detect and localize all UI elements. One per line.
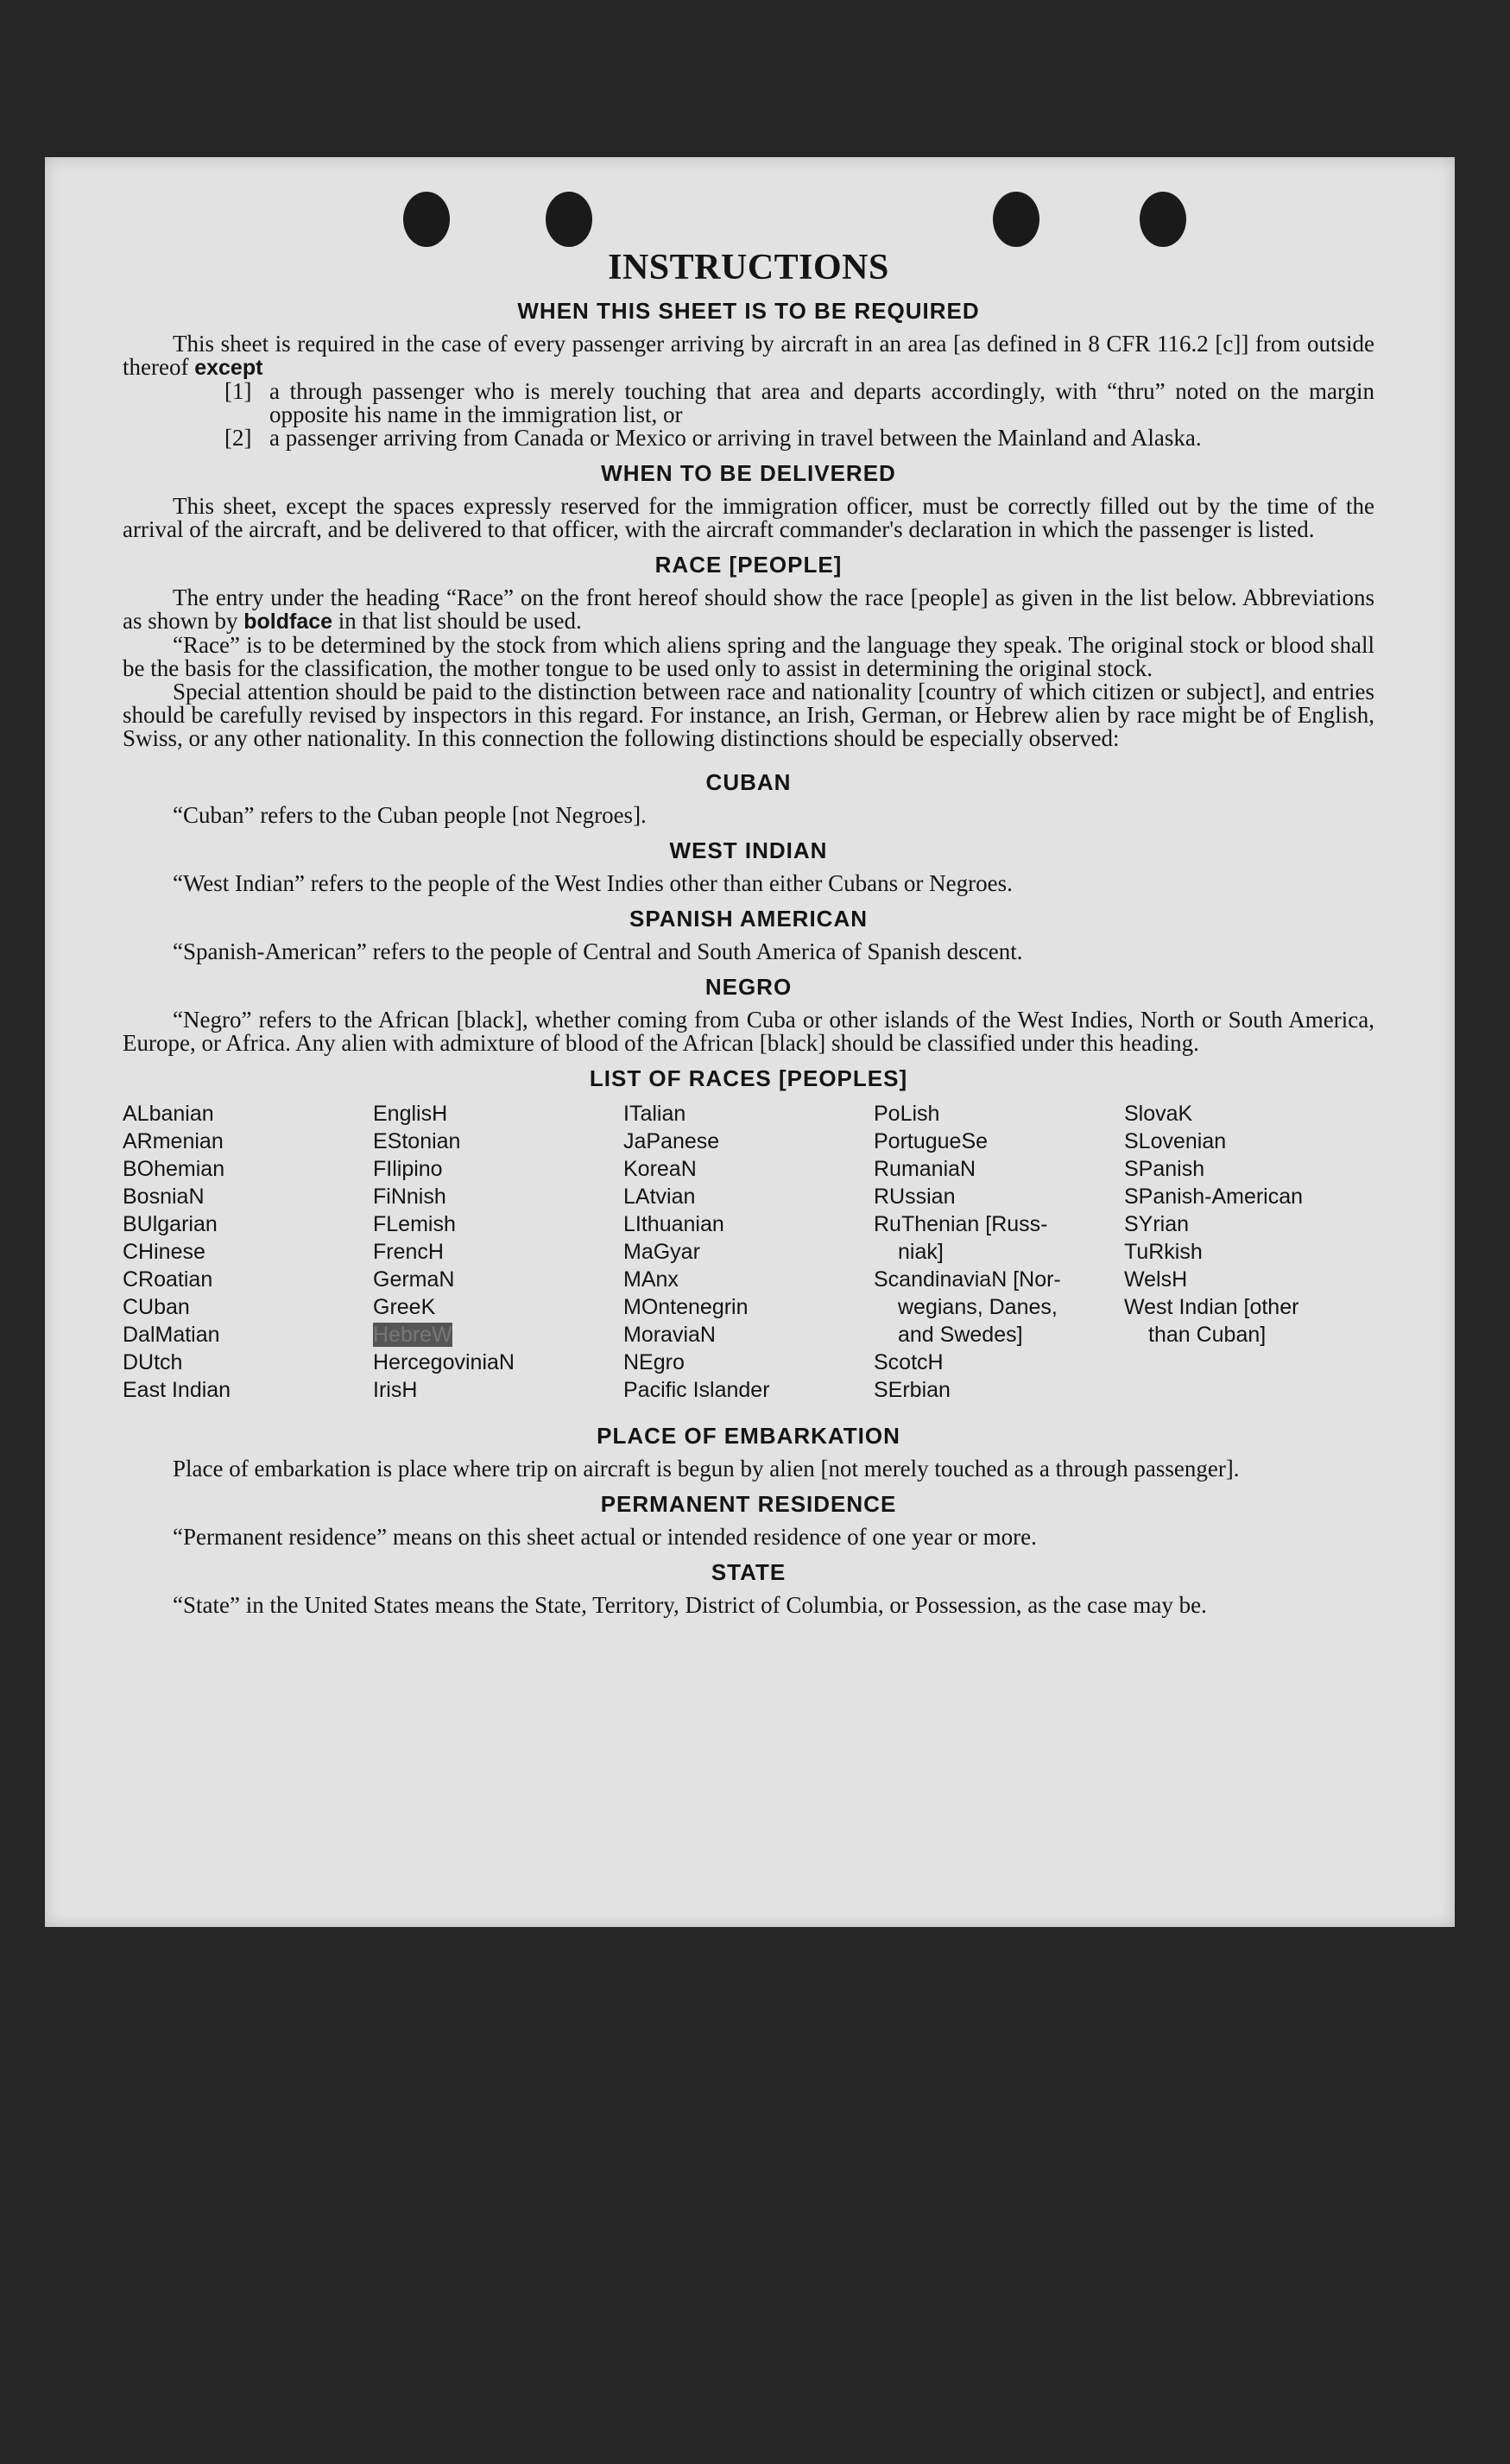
list-item: SLovenian — [1124, 1129, 1227, 1153]
list-item: FiNnish — [373, 1185, 446, 1209]
list-item: CRoatian — [123, 1267, 213, 1292]
list-item: BosniaN — [123, 1185, 205, 1209]
residence-text: “Permanent residence” means on this sheet actual or intended residence of one year or more. — [173, 1524, 1037, 1550]
list-item: DUtch — [123, 1350, 183, 1374]
heading-embarkation: PLACE OF EMBARKATION — [597, 1423, 900, 1449]
list-item: CHinese — [123, 1240, 205, 1264]
struck-out-entry: HebreW — [373, 1323, 452, 1347]
punch-hole — [1140, 192, 1186, 247]
list-item: HercegoviniaN — [373, 1350, 515, 1374]
state-text: “State” in the United States means the State, Territory, District of Columbia, or Possession, as the case may be. — [173, 1592, 1207, 1618]
list-item: SPanish — [1124, 1157, 1205, 1181]
list-item: MoraviaN — [623, 1323, 716, 1347]
list-item: RumaniaN — [874, 1157, 976, 1181]
list-item: SYrian — [1124, 1212, 1190, 1236]
heading-state: STATE — [711, 1559, 787, 1585]
race-column-3 — [623, 1100, 874, 1404]
list-item: NEgro — [623, 1350, 685, 1374]
embarkation-text: Place of embarkation is place where trip on aircraft is begun by alien [not merely touched as a through passenger]. — [173, 1456, 1240, 1482]
list-item: LIthuanian — [623, 1212, 724, 1236]
list-item: FrencH — [373, 1240, 444, 1264]
list-item-continued: and Swedes] — [898, 1323, 1023, 1347]
list-item: [2] a passenger arriving from Canada or Mexico or arriving in travel between the Mainland and Alaska. — [224, 425, 1202, 451]
cuban-text: “Cuban” refers to the Cuban people [not Negroes]. — [173, 802, 647, 828]
punch-hole — [403, 192, 450, 247]
list-item: GermaN — [373, 1267, 455, 1292]
heading-cuban: CUBAN — [705, 769, 792, 795]
document-sheet — [45, 157, 1455, 1927]
list-item: SPanish-American — [1124, 1185, 1304, 1209]
heading-race: RACE [PEOPLE] — [654, 552, 843, 578]
list-item: ARmenian — [123, 1129, 224, 1153]
list-item: EStonian — [373, 1129, 461, 1153]
list-item: KoreaN — [623, 1157, 697, 1181]
race-paragraph-1: The entry under the heading “Race” on the front hereof should show the race [people] as given in the list below. Abbreviations as shown by boldface in that list should be used. — [123, 584, 1374, 634]
list-item: MaGyar — [623, 1240, 700, 1264]
required-intro: This sheet is required in the case of every passenger arriving by aircraft in an area [as defined in 8 CFR 116.2 [c]] from outside thereof except — [123, 331, 1374, 380]
list-item: JaPanese — [623, 1129, 720, 1153]
heading-delivered: WHEN TO BE DELIVERED — [601, 460, 896, 486]
list-item-continued: wegians, Danes, — [898, 1295, 1058, 1319]
west-indian-text: “West Indian” refers to the people of the West Indies other than either Cubans or Negroes. — [173, 870, 1013, 896]
list-item: SErbian — [874, 1378, 951, 1402]
list-item: ALbanian — [123, 1102, 214, 1126]
list-item: GreeK — [373, 1295, 436, 1319]
race-column-4 — [874, 1100, 1124, 1404]
punch-hole — [993, 192, 1039, 247]
list-item: FIlipino — [373, 1157, 443, 1181]
race-list — [123, 1100, 1374, 1404]
list-item: PortugueSe — [874, 1129, 989, 1153]
list-item: West Indian [other — [1124, 1295, 1299, 1319]
list-item: MOntenegrin — [623, 1295, 749, 1319]
list-item: FLemish — [373, 1212, 456, 1236]
negro-text: “Negro” refers to the African [black], whether coming from Cuba or other islands of the West Indies, North or South America, Europe, or Africa. Any alien with admixture of blood of the African [black] should be classified under this heading. — [123, 1007, 1374, 1056]
race-column-2 — [373, 1100, 623, 1404]
list-item: East Indian — [123, 1378, 231, 1402]
list-item-continued: than Cuban] — [1148, 1323, 1267, 1347]
list-item: ScotcH — [874, 1350, 944, 1374]
list-item: EnglisH — [373, 1102, 448, 1126]
list-item: ITalian — [623, 1102, 686, 1126]
heading-required: WHEN THIS SHEET IS TO BE REQUIRED — [517, 298, 980, 324]
list-item: DalMatian — [123, 1323, 220, 1347]
heading-race-list: LIST OF RACES [PEOPLES] — [589, 1065, 908, 1091]
page-title: INSTRUCTIONS — [608, 248, 889, 287]
list-item: WelsH — [1124, 1267, 1188, 1292]
delivered-text: This sheet, except the spaces expressly reserved for the immigration officer, must be correctly filled out by the time of the arrival of the aircraft, and be delivered to that officer, with the aircraft commander's declaration in which the passenger is listed. — [123, 493, 1374, 542]
list-item: IrisH — [373, 1378, 418, 1402]
spanish-american-text: “Spanish-American” refers to the people of Central and South America of Spanish descent. — [173, 938, 1023, 964]
list-item: CUban — [123, 1295, 190, 1319]
heading-residence: PERMANENT RESIDENCE — [600, 1491, 897, 1517]
list-item: Pacific Islander — [623, 1378, 770, 1402]
exception-list — [123, 380, 1374, 450]
list-item: ScandinaviaN [Nor- — [874, 1267, 1061, 1292]
list-item: SlovaK — [1124, 1102, 1193, 1126]
race-paragraph-3: Special attention should be paid to the distinction between race and nationality [country of which citizen or subject], and entries should be carefully revised by inspectors in this regard. For instance, an Irish, German, or Hebrew alien by race might be of English, Swiss, or any other nationality. In this connection the following distinctions should be especially observed: — [123, 679, 1374, 751]
list-item: MAnx — [623, 1267, 679, 1292]
list-item: LAtvian — [623, 1185, 696, 1209]
list-item: RUssian — [874, 1185, 956, 1209]
race-paragraph-2: “Race” is to be determined by the stock from which aliens spring and the language they speak. The original stock or blood shall be the basis for the classification, the mother tongue to be used only to assist in determining the original stock. — [123, 632, 1374, 681]
list-item: TuRkish — [1124, 1240, 1203, 1264]
instructions-body — [123, 248, 1374, 1617]
list-item — [373, 1321, 623, 1349]
heading-spanish-american: SPANISH AMERICAN — [629, 906, 868, 932]
list-item: RuThenian [Russ- — [874, 1212, 1048, 1236]
heading-negro: NEGRO — [704, 974, 793, 1000]
punch-hole — [546, 192, 592, 247]
list-item-continued: niak] — [898, 1240, 944, 1264]
heading-west-indian: WEST INDIAN — [669, 837, 828, 863]
list-item: [1] a through passenger who is merely touching that area and departs accordingly, with “thru” noted on the margin opposite his name in the immigration list, or — [224, 378, 1374, 427]
list-item: BOhemian — [123, 1157, 225, 1181]
race-column-5 — [1124, 1100, 1374, 1404]
list-item: PoLish — [874, 1102, 940, 1126]
race-column-1 — [123, 1100, 373, 1404]
list-item: BUlgarian — [123, 1212, 218, 1236]
